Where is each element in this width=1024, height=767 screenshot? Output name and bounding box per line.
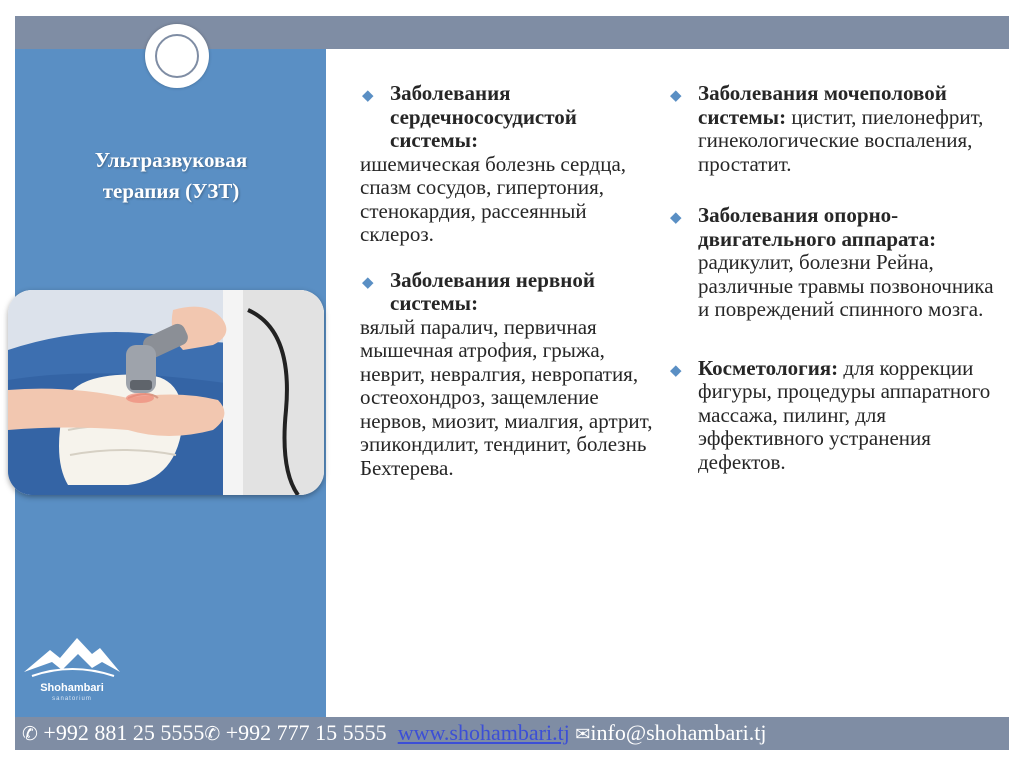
decorative-circle-inner <box>155 34 199 78</box>
diamond-bullet-icon: ◆ <box>670 362 682 379</box>
logo-name: Shohambari <box>40 682 104 694</box>
email-address[interactable]: info@shohambari.tj <box>590 720 767 745</box>
section-body: вялый паралич, первичная мышечная атрофия, грыжа, неврит, невралгия, невропатия, остеохондроз, защемление нервов, миозит, миалгия, артрит, эпикондилит, тендинит, болезнь Бехтерева. <box>360 314 653 480</box>
phone-number-1[interactable]: +992 881 25 5555 <box>43 720 205 745</box>
column-right <box>668 82 1003 496</box>
diamond-bullet-icon: ◆ <box>362 274 374 291</box>
website-link[interactable]: www.shohambari.tj <box>397 720 570 745</box>
section-body: цистит, пиелонефрит, гинекологические воспаления, простатит. <box>698 104 984 176</box>
phone-icon: ✆ <box>204 724 221 745</box>
section-title: Заболевания нервной системы: <box>390 267 595 315</box>
phone-icon: ✆ <box>22 724 38 745</box>
slide-title-line1: Ультразвуковая <box>94 148 248 172</box>
slide-title-line2: терапия (УЗТ) <box>102 179 240 203</box>
section-urogenital <box>668 82 1003 176</box>
shohambari-logo <box>22 632 122 712</box>
diamond-bullet-icon: ◆ <box>362 88 374 104</box>
diamond-bullet-icon: ◆ <box>670 88 682 104</box>
section-cosmetology <box>668 357 1003 475</box>
therapy-photo <box>8 290 324 495</box>
slide-title <box>40 145 302 207</box>
section-body: ишемическая болезнь сердца, спазм сосудов, гипертония, стенокардия, рассеянный склероз. <box>360 151 627 246</box>
phone-number-2[interactable]: +992 777 15 5555 <box>225 720 387 745</box>
footer-contacts <box>22 720 766 746</box>
section-title: Заболевания сердечнососудистой системы: <box>390 81 577 152</box>
decorative-circle <box>145 24 209 88</box>
section-title: Заболевания опорно-двигательного аппарата: <box>698 203 937 251</box>
mountain-logo-icon <box>22 632 122 682</box>
section-body: для коррекции фигуры, процедуры аппаратного массажа, пилинг, для эффективного устранения дефектов. <box>698 355 991 474</box>
section-nervous <box>360 269 665 481</box>
ultrasound-therapy-illustration <box>8 290 324 495</box>
section-title: Заболевания мочеполовой системы: <box>698 81 947 129</box>
section-cardiovascular <box>360 82 665 247</box>
section-title: Косметология: <box>698 355 839 380</box>
diamond-bullet-icon: ◆ <box>670 210 682 226</box>
section-body: радикулит, болезни Рейна, различные травмы позвоночника и повреждений спинного мозга. <box>698 250 994 321</box>
mail-icon: ✉ <box>575 724 591 744</box>
section-musculoskeletal <box>668 204 1003 322</box>
logo-subtitle: sanatorium <box>52 696 92 702</box>
column-left <box>360 82 665 502</box>
